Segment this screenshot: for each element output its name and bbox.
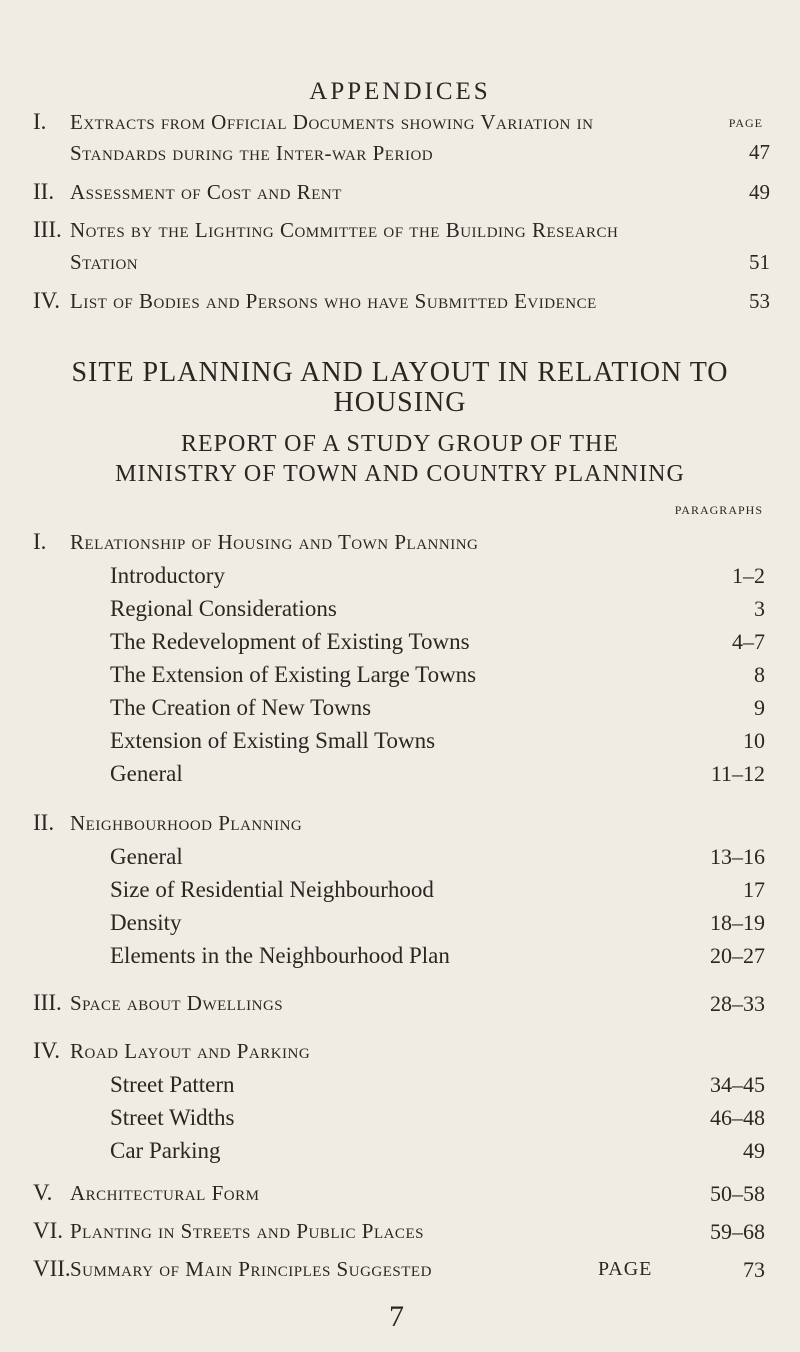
appendix-page: 49 [749, 180, 770, 204]
appendix-title: List of Bodies and Persons who have Submitted Evidence [70, 289, 597, 313]
toc-ref: 4–7 [732, 629, 765, 654]
toc-ref: 8 [754, 662, 765, 687]
toc-ref: 59–68 [710, 1219, 765, 1244]
toc-entry: Introductory [110, 563, 225, 588]
section-title: Neighbourhood Planning [70, 811, 303, 835]
paragraphs-column-heading: PARAGRAPHS [674, 503, 763, 517]
appendix-title-continued: Standards during the Inter-war Period [70, 141, 434, 165]
appendix-page: 53 [749, 289, 770, 313]
page-number: 7 [389, 1300, 404, 1333]
appendix-title: Assessment of Cost and Rent [70, 180, 342, 204]
page-column-heading: PAGE [728, 116, 763, 130]
toc-entry: The Redevelopment of Existing Towns [110, 629, 470, 654]
section-number: IV. [33, 1038, 61, 1063]
toc-ref: 34–45 [710, 1072, 765, 1097]
appendix-page: 51 [749, 250, 770, 274]
toc-entry: General [110, 844, 183, 869]
report-title-continued: HOUSING [333, 387, 467, 418]
section-number: VI. [33, 1218, 64, 1243]
toc-ref: 20–27 [710, 943, 765, 968]
section-title: Planting in Streets and Public Places [70, 1219, 424, 1243]
appendix-title: Notes by the Lighting Committee of the Building Research [70, 218, 619, 242]
toc-entry: Regional Considerations [110, 596, 337, 621]
appendix-title-continued: Station [70, 250, 139, 274]
toc-ref: 9 [754, 695, 765, 720]
toc-entry: The Extension of Existing Large Towns [110, 662, 477, 687]
appendix-number: III. [33, 217, 62, 242]
section-number: VII. [33, 1256, 71, 1281]
toc-ref: 49 [743, 1138, 765, 1163]
appendix-page: 47 [749, 140, 770, 164]
toc-entry: Density [110, 910, 182, 935]
toc-ref: 3 [754, 596, 765, 621]
section-title: Architectural Form [70, 1181, 260, 1205]
report-title: SITE PLANNING AND LAYOUT IN RELATION TO [71, 357, 729, 388]
appendices-heading: APPENDICES [309, 78, 491, 105]
toc-entry: Street Widths [110, 1105, 235, 1130]
report-subtitle: REPORT OF A STUDY GROUP OF THE [181, 431, 619, 457]
appendix-number: II. [33, 179, 55, 204]
appendix-number: I. [33, 109, 47, 134]
toc-ref: 28–33 [710, 991, 765, 1016]
toc-entry: The Creation of New Towns [110, 695, 372, 720]
toc-ref: 73 [743, 1257, 765, 1282]
toc-entry: Size of Residential Neighbourhood [110, 877, 434, 902]
section-title: Relationship of Housing and Town Planning [70, 530, 479, 554]
section-number: I. [33, 529, 47, 554]
section-number: V. [33, 1180, 53, 1205]
section-number: II. [33, 810, 55, 835]
section-title: Space about Dwellings [70, 991, 284, 1015]
toc-entry: Elements in the Neighbourhood Plan [110, 943, 450, 968]
toc-entry: Car Parking [110, 1138, 221, 1163]
toc-entry: Street Pattern [110, 1072, 235, 1097]
toc-ref: 46–48 [710, 1105, 765, 1130]
page-label: PAGE [598, 1258, 653, 1280]
report-subtitle-continued: MINISTRY OF TOWN AND COUNTRY PLANNING [115, 461, 685, 487]
appendix-title: Extracts from Official Documents showing Variation in [70, 110, 594, 134]
toc-ref: 50–58 [710, 1181, 765, 1206]
toc-ref: 1–2 [732, 563, 765, 588]
toc-entry: General [110, 761, 183, 786]
toc-ref: 11–12 [710, 761, 765, 786]
toc-ref: 17 [743, 877, 765, 902]
section-title: Summary of Main Principles Suggested [70, 1257, 432, 1281]
appendix-number: IV. [33, 288, 61, 313]
toc-ref: 13–16 [710, 844, 765, 869]
toc-entry: Extension of Existing Small Towns [110, 728, 436, 753]
section-number: III. [33, 990, 62, 1015]
toc-ref: 18–19 [710, 910, 765, 935]
toc-ref: 10 [743, 728, 765, 753]
section-title: Road Layout and Parking [70, 1039, 311, 1063]
